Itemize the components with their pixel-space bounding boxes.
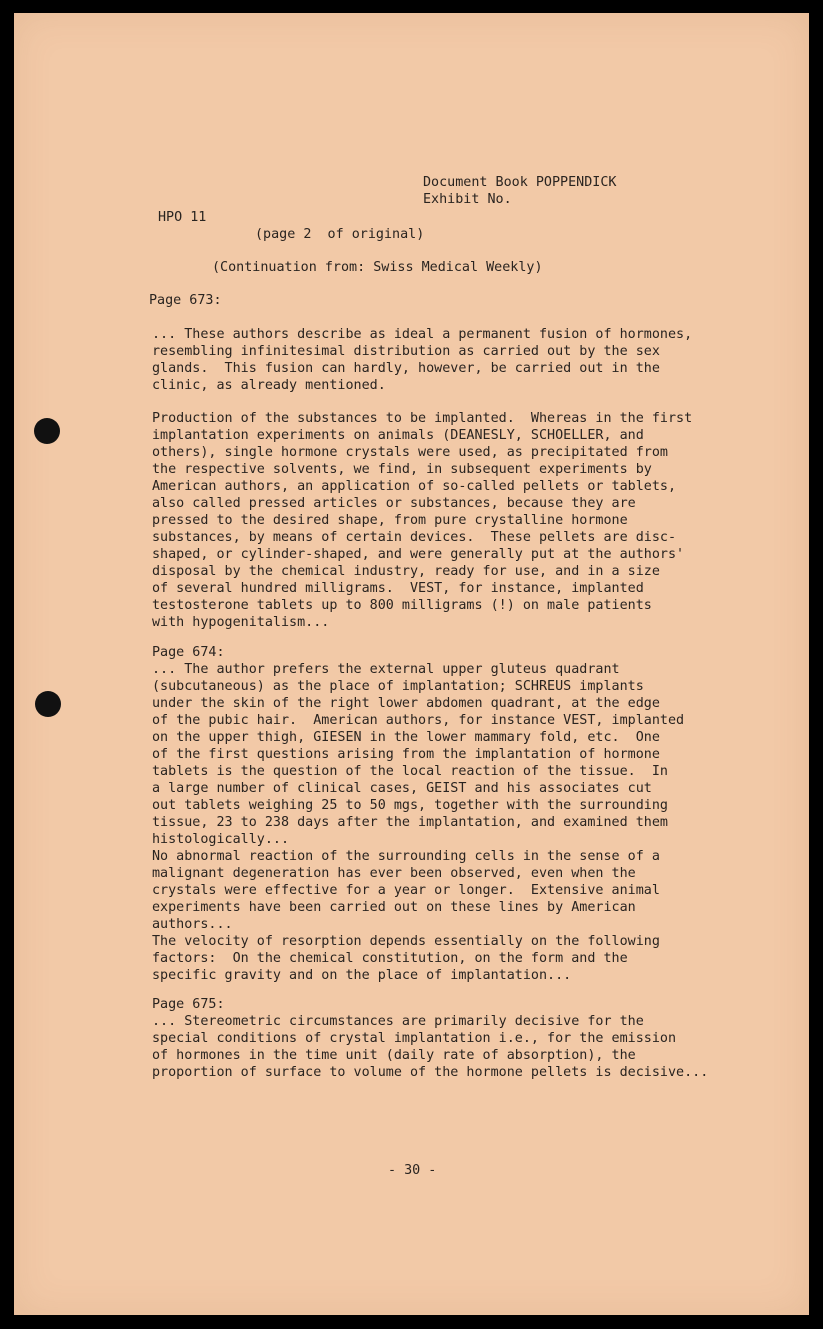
text-line: on the upper thigh, GIESEN in the lower mammary fold, etc. One	[152, 730, 660, 745]
page-673-paragraph-2	[152, 410, 692, 631]
page-675-heading: Page 675:	[152, 997, 225, 1012]
text-line: proportion of surface to volume of the hormone pellets is decisive...	[152, 1065, 709, 1080]
text-line: out tablets weighing 25 to 50 mgs, together with the surrounding	[152, 798, 668, 813]
text-line: a large number of clinical cases, GEIST and his associates cut	[152, 781, 652, 796]
page-673-paragraph-1	[152, 326, 692, 394]
punch-hole-upper	[34, 418, 60, 444]
text-line: experiments have been carried out on these lines by American	[152, 900, 636, 915]
text-line: resembling infinitesimal distribution as carried out by the sex	[152, 344, 660, 359]
text-line: of several hundred milligrams. VEST, for instance, implanted	[152, 581, 644, 596]
text-line: testosterone tablets up to 800 milligrams (!) on male patients	[152, 598, 652, 613]
text-line: ... Stereometric circumstances are primarily decisive for the	[152, 1014, 644, 1029]
document-book-title: Document Book POPPENDICK	[423, 175, 617, 190]
text-line: clinic, as already mentioned.	[152, 378, 386, 393]
text-line: No abnormal reaction of the surrounding cells in the sense of a	[152, 849, 660, 864]
text-line: shaped, or cylinder-shaped, and were generally put at the authors'	[152, 547, 685, 562]
text-line: of hormones in the time unit (daily rate of absorption), the	[152, 1048, 636, 1063]
page-674-heading: Page 674:	[152, 645, 225, 660]
page-675-body	[152, 1013, 708, 1081]
text-line: special conditions of crystal implantation i.e., for the emission	[152, 1031, 677, 1046]
text-line: the respective solvents, we find, in subsequent experiments by	[152, 462, 652, 477]
page-674-body	[152, 661, 684, 984]
text-line: of the pubic hair. American authors, for instance VEST, implanted	[152, 713, 685, 728]
text-line: glands. This fusion can hardly, however, be carried out in the	[152, 361, 660, 376]
text-line: American authors, an application of so-called pellets or tablets,	[152, 479, 677, 494]
exhibit-number: Exhibit No.	[423, 192, 512, 207]
document-code: HPO 11	[158, 210, 207, 225]
page-673-heading: Page 673:	[149, 293, 222, 308]
text-line: others), single hormone crystals were used, as precipitated from	[152, 445, 668, 460]
text-line: implantation experiments on animals (DEANESLY, SCHOELLER, and	[152, 428, 644, 443]
text-line: tablets is the question of the local reaction of the tissue. In	[152, 764, 668, 779]
page-number: - 30 -	[388, 1163, 437, 1178]
text-line: ... These authors describe as ideal a permanent fusion of hormones,	[152, 327, 693, 342]
text-line: The velocity of resorption depends essentially on the following	[152, 934, 660, 949]
page-of-original: (page 2 of original)	[255, 227, 425, 242]
text-line: substances, by means of certain devices. These pellets are disc-	[152, 530, 677, 545]
text-line: authors...	[152, 917, 233, 932]
text-line: with hypogenitalism...	[152, 615, 330, 630]
punch-hole-lower	[35, 691, 61, 717]
text-line: pressed to the desired shape, from pure crystalline hormone	[152, 513, 628, 528]
text-line: crystals were effective for a year or longer. Extensive animal	[152, 883, 660, 898]
text-line: ... The author prefers the external upper gluteus quadrant	[152, 662, 620, 677]
text-line: factors: On the chemical constitution, on the form and the	[152, 951, 628, 966]
text-line: tissue, 23 to 238 days after the implantation, and examined them	[152, 815, 668, 830]
continuation-note: (Continuation from: Swiss Medical Weekly)	[212, 260, 543, 275]
text-line: of the first questions arising from the implantation of hormone	[152, 747, 660, 762]
text-line: specific gravity and on the place of implantation...	[152, 968, 572, 983]
text-line: Production of the substances to be implanted. Whereas in the first	[152, 411, 693, 426]
text-line: malignant degeneration has ever been observed, even when the	[152, 866, 636, 881]
text-line: also called pressed articles or substances, because they are	[152, 496, 636, 511]
text-line: (subcutaneous) as the place of implantation; SCHREUS implants	[152, 679, 644, 694]
text-line: disposal by the chemical industry, ready for use, and in a size	[152, 564, 660, 579]
text-line: under the skin of the right lower abdomen quadrant, at the edge	[152, 696, 660, 711]
text-line: histologically...	[152, 832, 290, 847]
